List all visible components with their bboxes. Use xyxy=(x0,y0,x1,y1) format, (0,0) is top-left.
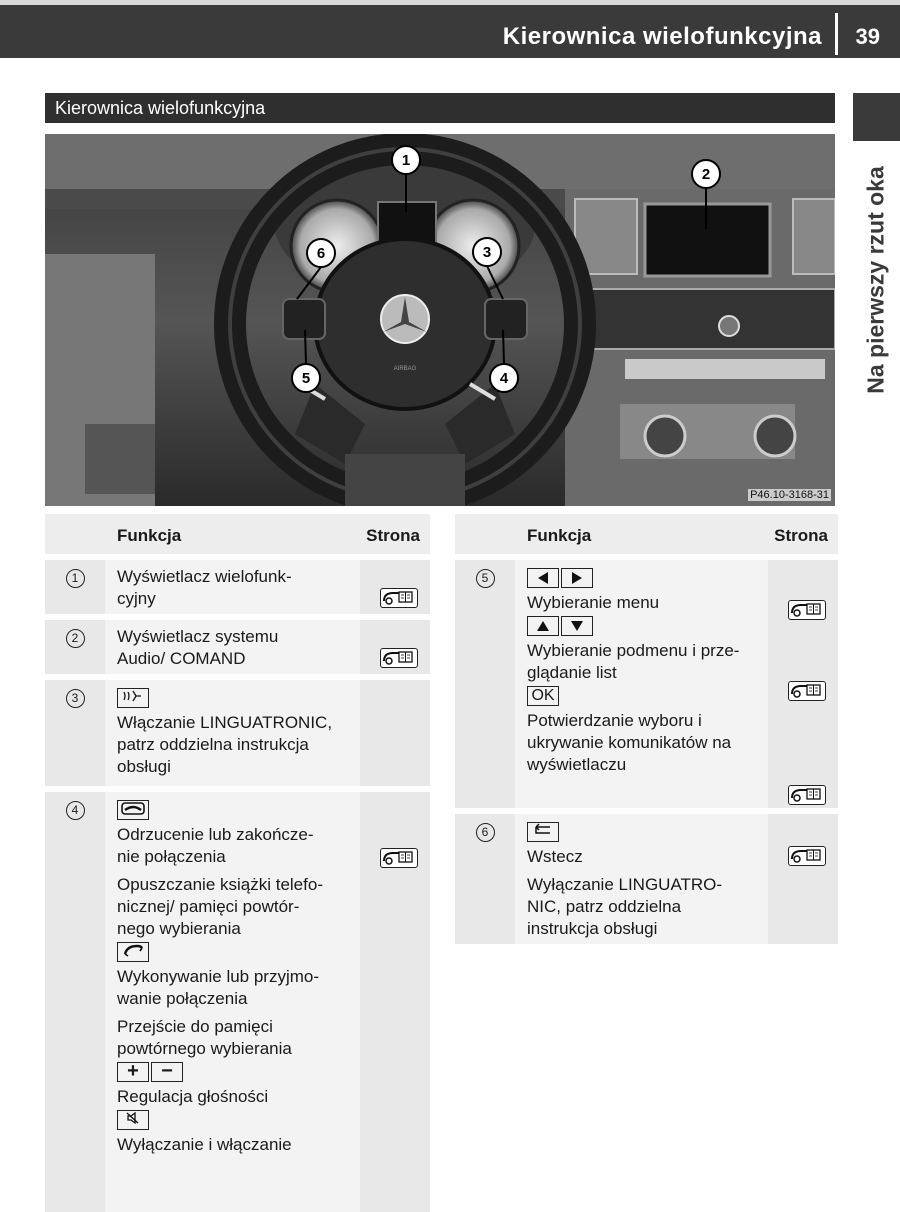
left-button-cluster xyxy=(283,299,325,339)
book-reference-icon xyxy=(788,681,826,701)
svg-text:1: 1 xyxy=(401,152,411,169)
volume-up-key: + xyxy=(117,1062,149,1082)
callout-4 xyxy=(490,364,518,392)
row-text: Audio/ COMAND xyxy=(117,649,246,668)
row-text: Wstecz xyxy=(527,847,583,866)
row-text: Włączanie LINGUATRONIC, xyxy=(117,713,333,732)
callout-1 xyxy=(392,146,420,174)
row-number: 5 xyxy=(476,569,495,588)
side-tab-marker xyxy=(853,93,900,141)
svg-text:2: 2 xyxy=(701,166,711,183)
arrow-up-key-icon xyxy=(527,616,559,636)
function-table-right xyxy=(455,514,838,944)
row-text: ukrywanie komunikatów na xyxy=(527,733,732,752)
row-text: Opuszczanie książki telefo- xyxy=(117,875,323,894)
back-key-icon xyxy=(527,822,559,842)
row-text: glądanie list xyxy=(527,663,617,682)
row-text: nego wybierania xyxy=(117,919,241,938)
row-number: 4 xyxy=(66,801,85,820)
row-text: patrz oddzielna instrukcja xyxy=(117,735,309,754)
mute-key-icon xyxy=(117,1110,149,1130)
table-row xyxy=(455,814,838,944)
page-header xyxy=(0,0,900,58)
end-call-key-icon xyxy=(117,800,149,820)
row-text: Odrzucenie lub zakończe- xyxy=(117,825,314,844)
book-reference-icon xyxy=(380,848,418,868)
arrow-down-key-icon xyxy=(561,616,593,636)
column-header-function: Funkcja xyxy=(527,526,592,545)
right-button-cluster xyxy=(485,299,527,339)
row-text: Wyświetlacz wielofunk- xyxy=(117,567,292,586)
book-reference-icon xyxy=(788,846,826,866)
row-text: Regulacja głośności xyxy=(117,1087,269,1106)
column-header-page: Strona xyxy=(366,526,420,545)
steering-wheel-photo xyxy=(45,134,835,506)
book-reference-icon xyxy=(788,600,826,620)
callout-6 xyxy=(307,239,335,267)
svg-text:3: 3 xyxy=(482,244,492,261)
header-title: Kierownica wielofunkcyjna xyxy=(502,23,822,50)
table-row xyxy=(45,680,430,786)
svg-text:4: 4 xyxy=(499,370,509,387)
callout-3 xyxy=(473,238,501,266)
row-text: Wyłączanie i włączanie xyxy=(117,1135,292,1154)
svg-text:6: 6 xyxy=(316,245,326,262)
table-row xyxy=(45,792,430,1212)
column-header-page: Strona xyxy=(774,526,828,545)
table-header xyxy=(45,514,430,554)
row-number: 1 xyxy=(66,569,85,588)
table-row xyxy=(45,620,430,674)
table-row xyxy=(455,560,838,808)
callout-5 xyxy=(292,364,320,392)
book-reference-icon xyxy=(380,648,418,668)
row-number: 2 xyxy=(66,629,85,648)
ok-key: OK xyxy=(527,686,559,706)
arrow-left-key-icon xyxy=(527,568,559,588)
figure-code: P46.10-3168-31 xyxy=(750,489,829,501)
row-text: Wyłączanie LINGUATRO- xyxy=(527,875,723,894)
row-text: obsługi xyxy=(117,757,171,776)
row-text: Wyświetlacz systemu xyxy=(117,627,279,646)
row-text: NIC, patrz oddzielna xyxy=(527,897,682,916)
row-text: nie połączenia xyxy=(117,847,226,866)
row-number: 3 xyxy=(66,689,85,708)
table-row xyxy=(45,560,430,614)
arrow-right-key-icon xyxy=(561,568,593,588)
row-text: cyjny xyxy=(117,589,156,608)
volume-down-key: − xyxy=(151,1062,183,1082)
row-text: nicznej/ pamięci powtór- xyxy=(117,897,300,916)
column-header-function: Funkcja xyxy=(117,526,182,545)
row-text: powtórnego wybierania xyxy=(117,1039,292,1058)
callout-2 xyxy=(692,160,720,188)
book-reference-icon xyxy=(380,588,418,608)
row-text: Wybieranie menu xyxy=(527,593,660,612)
svg-text:5: 5 xyxy=(301,370,311,387)
section-title-bar xyxy=(45,93,835,123)
airbag-label: AIRBAG xyxy=(393,366,417,372)
row-text: wanie połączenia xyxy=(117,989,248,1008)
row-text: wyświetlaczu xyxy=(527,755,627,774)
row-text: Przejście do pamięci xyxy=(117,1017,273,1036)
row-number: 6 xyxy=(476,823,495,842)
header-divider xyxy=(835,13,838,55)
section-title: Kierownica wielofunkcyjna xyxy=(55,98,266,118)
row-text: Wykonywanie lub przyjmo- xyxy=(117,967,320,986)
table-header xyxy=(455,514,838,554)
row-text: Potwierdzanie wyboru i xyxy=(527,711,702,730)
row-text: Wybieranie podmenu i prze- xyxy=(527,641,740,660)
voice-control-key-icon xyxy=(117,688,149,708)
page-number: 39 xyxy=(855,24,880,49)
function-table-left xyxy=(45,514,430,1212)
row-text: instrukcja obsługi xyxy=(527,919,658,938)
book-reference-icon xyxy=(788,785,826,805)
accept-call-key-icon xyxy=(117,942,149,962)
audio-comand-display xyxy=(645,204,770,276)
side-tab-label: Na pierwszy rzut oka xyxy=(862,166,889,394)
dashboard-illustration xyxy=(45,134,835,506)
